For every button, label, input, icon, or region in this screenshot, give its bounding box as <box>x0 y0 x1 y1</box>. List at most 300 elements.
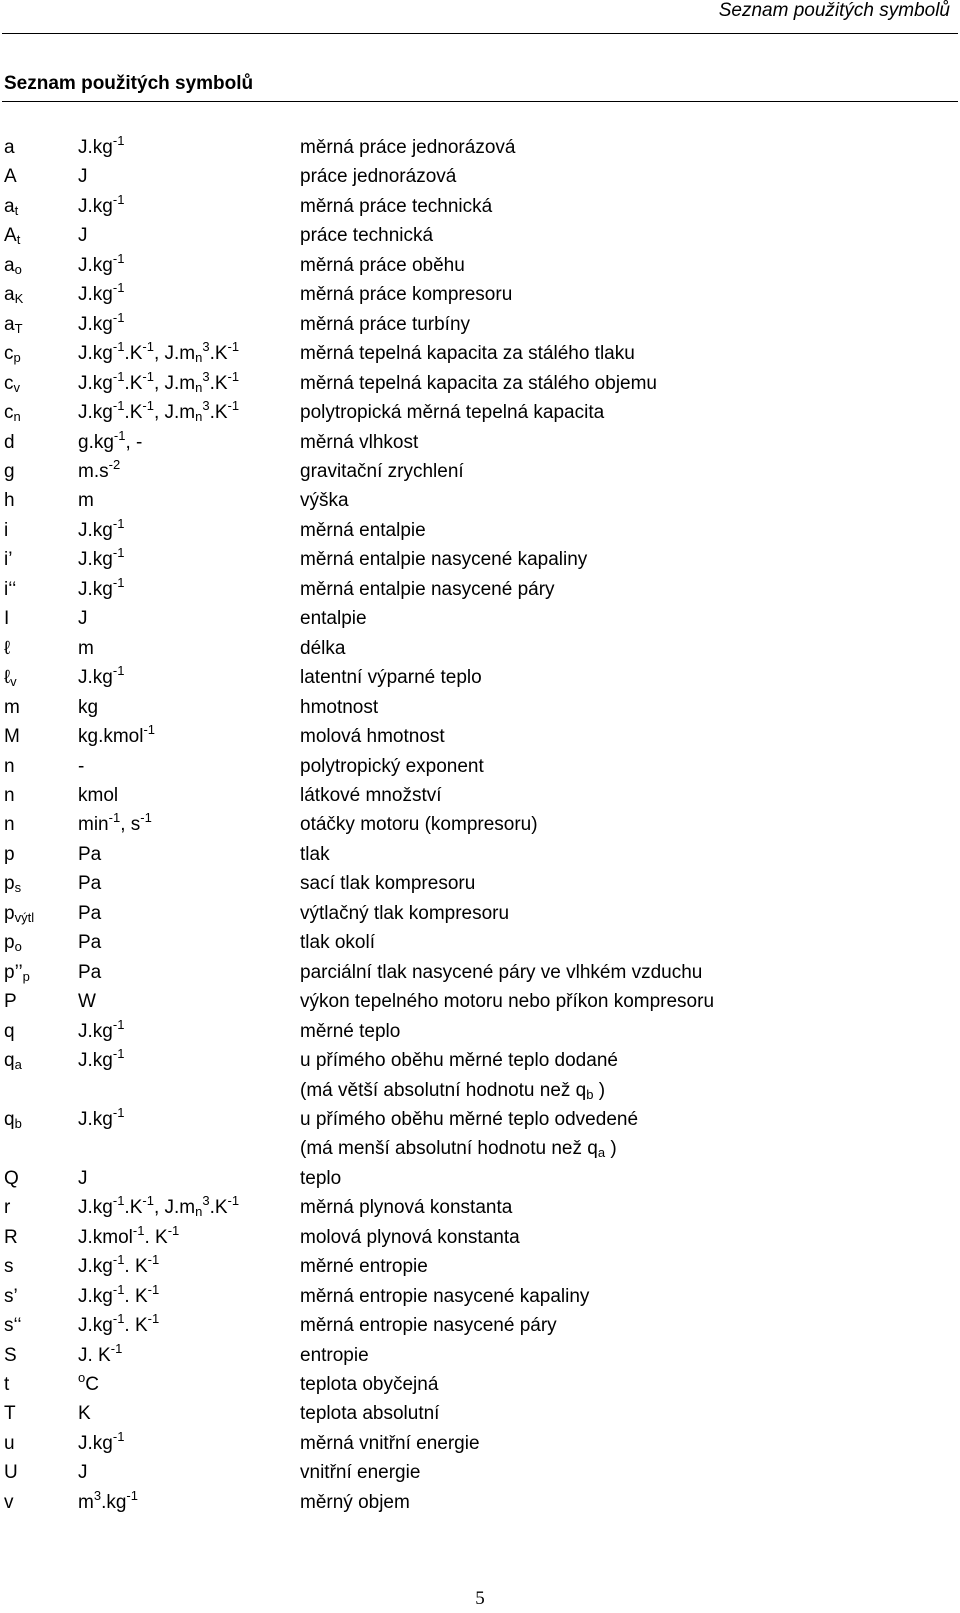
text-segment: J <box>78 166 88 188</box>
symbol-unit <box>78 987 96 1016</box>
symbol-row <box>4 162 954 191</box>
symbol-row <box>4 1105 954 1134</box>
symbol-row <box>4 280 954 309</box>
symbol-description <box>300 1017 954 1046</box>
subscript: n <box>195 350 203 366</box>
superscript: -1 <box>147 1281 160 1297</box>
subscript: n <box>195 409 203 425</box>
symbol-description <box>300 752 954 781</box>
text-segment: .K <box>124 1197 143 1219</box>
symbol-unit <box>78 1399 91 1428</box>
superscript: -1 <box>227 339 240 355</box>
superscript: -1 <box>112 545 125 561</box>
text-segment: teplo <box>300 1167 342 1189</box>
text-segment: u <box>4 1432 15 1454</box>
symbol-unit <box>78 1017 124 1046</box>
text-segment: J <box>78 1167 88 1189</box>
symbol <box>4 1193 10 1222</box>
symbol-row <box>4 1429 954 1458</box>
symbol-row <box>4 781 954 810</box>
text-segment: g.kg <box>78 431 114 453</box>
subscript: T <box>14 320 23 336</box>
symbol-description <box>300 339 954 368</box>
text-segment: h <box>4 490 15 512</box>
text-segment: J.kg <box>78 1285 113 1307</box>
text-segment: , - <box>125 431 143 453</box>
text-segment: měrná entalpie nasycené páry <box>300 578 555 600</box>
text-segment: p <box>4 843 15 865</box>
superscript: -1 <box>132 1222 145 1238</box>
symbol <box>4 1017 15 1046</box>
text-segment: J.kg <box>78 343 113 365</box>
text-segment: , J.m <box>153 372 196 394</box>
superscript: -1 <box>140 810 152 826</box>
text-segment: a <box>4 195 15 217</box>
symbol-unit <box>78 1458 88 1487</box>
text-segment: měrná práce turbíny <box>300 313 471 335</box>
symbol-description <box>300 486 954 515</box>
text-segment: J.kg <box>78 402 113 424</box>
superscript: -1 <box>143 722 156 738</box>
symbol-description <box>300 1370 954 1399</box>
symbol-unit <box>78 516 124 545</box>
running-header-title: Seznam použitých symbolů <box>718 0 950 21</box>
text-segment: J.kg <box>78 372 113 394</box>
symbol-description <box>300 663 954 692</box>
text-segment: K <box>78 1403 91 1425</box>
symbol <box>4 280 23 309</box>
symbol-unit <box>78 1223 179 1252</box>
text-segment: měrná vnitřní energie <box>300 1432 480 1454</box>
text-segment: . K <box>144 1226 168 1248</box>
superscript: -1 <box>112 280 125 296</box>
text-segment: výkon tepelného motoru nebo příkon kompresoru <box>300 991 715 1013</box>
symbol-unit <box>78 162 88 191</box>
symbol-unit <box>78 634 94 663</box>
superscript: -1 <box>108 810 121 826</box>
symbol-description <box>300 162 954 191</box>
symbol-description <box>300 516 954 545</box>
symbol-row <box>4 1311 954 1340</box>
text-segment: s’ <box>4 1285 18 1307</box>
symbol-row <box>4 810 954 839</box>
text-segment: . K <box>124 1315 148 1337</box>
symbol-row <box>4 987 954 1016</box>
symbol-row <box>4 192 954 221</box>
text-segment: v <box>4 1491 14 1513</box>
symbol <box>4 516 8 545</box>
symbol-description <box>300 1341 954 1370</box>
symbol <box>4 486 15 515</box>
superscript: -1 <box>112 1193 125 1209</box>
symbol-description <box>300 1223 954 1252</box>
symbol-row <box>4 1017 954 1046</box>
text-segment: polytropický exponent <box>300 755 484 777</box>
symbol-description <box>300 221 954 250</box>
symbol-row <box>4 663 954 692</box>
text-segment: sací tlak kompresoru <box>300 873 476 895</box>
header-divider <box>2 33 958 34</box>
superscript: -1 <box>112 663 125 679</box>
text-segment: , J.m <box>153 402 196 424</box>
subscript: K <box>14 291 24 307</box>
text-segment: měrná práce oběhu <box>300 254 465 276</box>
text-segment: práce technická <box>300 225 434 247</box>
symbol <box>4 457 15 486</box>
text-segment: p’’ <box>4 961 23 983</box>
symbol-row <box>4 339 954 368</box>
subscript: výtl <box>14 909 35 925</box>
symbol <box>4 339 21 368</box>
subscript: t <box>16 232 21 248</box>
symbol-row <box>4 1341 954 1370</box>
symbol-row <box>4 840 954 869</box>
text-segment: J.kg <box>78 1197 113 1219</box>
text-segment: měrná tepelná kapacita za stálého objemu <box>300 372 658 394</box>
text-segment: .K <box>209 1197 228 1219</box>
text-segment: . K <box>124 1285 148 1307</box>
text-segment: s‘‘ <box>4 1315 22 1337</box>
superscript: -1 <box>112 1252 125 1268</box>
text-segment: M <box>4 726 20 748</box>
symbol-description <box>300 722 954 751</box>
text-segment: n <box>4 784 15 806</box>
symbol <box>4 693 20 722</box>
symbol-unit <box>78 221 88 250</box>
symbol-unit <box>78 604 88 633</box>
subscript: n <box>13 409 21 425</box>
symbol-description <box>300 251 954 280</box>
text-segment: Pa <box>78 873 102 895</box>
text-segment: q <box>4 1050 15 1072</box>
symbol <box>4 133 15 162</box>
symbol-unit <box>78 958 101 987</box>
symbol-row <box>4 516 954 545</box>
text-segment: kmol <box>78 784 119 806</box>
superscript: -1 <box>112 1016 125 1032</box>
text-segment: J.kg <box>78 254 113 276</box>
text-segment: g <box>4 460 15 482</box>
superscript: -1 <box>227 398 240 414</box>
symbol-unit <box>78 1105 124 1134</box>
symbol-row <box>4 1223 954 1252</box>
symbol-row <box>4 1458 954 1487</box>
symbol-description <box>300 1105 954 1134</box>
symbol-description <box>300 428 954 457</box>
text-segment: , J.m <box>153 1197 196 1219</box>
text-segment: U <box>4 1462 18 1484</box>
text-segment: kg <box>78 696 99 718</box>
superscript: -1 <box>126 1487 138 1503</box>
page-number: 5 <box>475 1588 485 1609</box>
text-segment: J.kmol <box>78 1226 133 1248</box>
text-segment: molová hmotnost <box>300 726 445 748</box>
superscript: o <box>78 1370 86 1386</box>
superscript: -1 <box>112 398 125 414</box>
text-segment: i’ <box>4 549 13 571</box>
text-segment: otáčky motoru (kompresoru) <box>300 814 538 836</box>
text-segment: J.kg <box>78 1050 113 1072</box>
symbol-description <box>300 1193 954 1222</box>
text-segment: J.kg <box>78 578 113 600</box>
text-segment: . K <box>124 1256 148 1278</box>
text-segment: výška <box>300 490 349 512</box>
subscript: p <box>13 350 21 366</box>
symbol-row <box>4 310 954 339</box>
text-segment: výtlačný tlak kompresoru <box>300 902 510 924</box>
symbol-unit <box>78 1252 159 1281</box>
symbol <box>4 1311 22 1340</box>
symbol <box>4 604 9 633</box>
text-segment: a <box>4 254 15 276</box>
symbol <box>4 1046 22 1075</box>
text-segment: J <box>78 225 88 247</box>
symbol-row <box>4 1282 954 1311</box>
symbol <box>4 1458 18 1487</box>
text-segment: ) <box>593 1079 606 1101</box>
symbol <box>4 545 12 574</box>
symbol-unit <box>78 1282 159 1311</box>
symbol <box>4 634 10 663</box>
text-segment: teplota absolutní <box>300 1403 440 1425</box>
symbol-description <box>300 1164 954 1193</box>
symbol-unit <box>78 722 155 751</box>
text-segment: min <box>78 814 109 836</box>
symbol-description <box>300 1282 954 1311</box>
symbol <box>4 575 16 604</box>
text-segment: J <box>78 1462 88 1484</box>
symbol-row <box>4 545 954 574</box>
symbol-description <box>300 1252 954 1281</box>
symbol-list <box>4 133 954 1517</box>
symbol <box>4 987 17 1016</box>
superscript: -1 <box>142 398 154 414</box>
text-segment: Q <box>4 1167 19 1189</box>
text-segment: tlak okolí <box>300 932 375 954</box>
superscript: 3 <box>202 368 210 384</box>
text-segment: i‘‘ <box>4 578 17 600</box>
symbol-row <box>4 928 954 957</box>
symbol-description <box>300 1134 954 1163</box>
symbol-description <box>300 1458 954 1487</box>
symbol-description <box>300 987 954 1016</box>
text-segment: - <box>78 755 85 777</box>
symbol-unit <box>78 1046 124 1075</box>
symbol <box>4 1105 22 1134</box>
superscript: -1 <box>112 1281 125 1297</box>
subscript: a <box>597 1145 606 1161</box>
symbol-unit <box>78 781 118 810</box>
symbol-row <box>4 133 954 162</box>
symbol-row <box>4 575 954 604</box>
text-segment: t <box>4 1374 10 1396</box>
symbol <box>4 958 30 987</box>
symbol-description <box>300 869 954 898</box>
superscript: -2 <box>108 456 121 472</box>
symbol <box>4 162 17 191</box>
superscript: -1 <box>142 368 154 384</box>
symbol-unit <box>78 869 101 898</box>
symbol-row <box>4 1399 954 1428</box>
subscript: o <box>14 261 22 277</box>
text-segment: měrná entropie nasycené kapaliny <box>300 1285 590 1307</box>
text-segment: J.kg <box>78 1256 113 1278</box>
symbol-unit <box>78 1193 239 1222</box>
symbol <box>4 1370 9 1399</box>
symbol-row <box>4 1134 954 1163</box>
symbol-description <box>300 398 954 427</box>
symbol-unit <box>78 457 120 486</box>
text-segment: entropie <box>300 1344 369 1366</box>
text-segment: m <box>78 490 94 512</box>
superscript: -1 <box>227 368 240 384</box>
text-segment: teplota obyčejná <box>300 1374 439 1396</box>
text-segment: P <box>4 991 17 1013</box>
symbol-unit <box>78 1488 138 1517</box>
symbol <box>4 251 22 280</box>
symbol <box>4 899 34 928</box>
superscript: -1 <box>112 191 125 207</box>
symbol-description <box>300 280 954 309</box>
text-segment: měrná plynová konstanta <box>300 1197 513 1219</box>
symbol-unit <box>78 899 101 928</box>
symbol-description <box>300 634 954 663</box>
text-segment: .K <box>209 372 228 394</box>
symbol <box>4 840 15 869</box>
text-segment: měrné entropie <box>300 1256 428 1278</box>
text-segment: m <box>4 696 20 718</box>
symbol-unit <box>78 752 84 781</box>
text-segment: a <box>4 313 15 335</box>
text-segment: latentní výparné teplo <box>300 667 482 689</box>
symbol <box>4 781 15 810</box>
symbol-row <box>4 722 954 751</box>
symbol-unit <box>78 133 124 162</box>
text-segment: hmotnost <box>300 696 379 718</box>
symbol <box>4 752 15 781</box>
text-segment: Pa <box>78 961 102 983</box>
symbol-description <box>300 899 954 928</box>
text-segment: J.kg <box>78 667 113 689</box>
text-segment: c <box>4 402 14 424</box>
text-segment: r <box>4 1197 11 1219</box>
subscript: b <box>14 1115 22 1131</box>
symbol-description <box>300 369 954 398</box>
text-segment: c <box>4 343 14 365</box>
text-segment: měrná entropie nasycené páry <box>300 1315 557 1337</box>
text-segment: , s <box>120 814 141 836</box>
text-segment: kg.kmol <box>78 726 144 748</box>
text-segment: J.kg <box>78 519 113 541</box>
symbol-description <box>300 928 954 957</box>
text-segment: měrný objem <box>300 1491 410 1513</box>
text-segment: p <box>4 932 15 954</box>
symbol-description <box>300 192 954 221</box>
symbol <box>4 1164 19 1193</box>
text-segment: práce jednorázová <box>300 166 457 188</box>
symbol-unit <box>78 1429 124 1458</box>
superscript: 3 <box>202 339 210 355</box>
superscript: -1 <box>112 515 125 531</box>
text-segment: .K <box>124 372 143 394</box>
symbol-unit <box>78 339 239 368</box>
superscript: -1 <box>112 309 125 325</box>
symbol <box>4 869 21 898</box>
text-segment: měrná práce technická <box>300 195 493 217</box>
symbol <box>4 1223 18 1252</box>
superscript: -1 <box>142 339 154 355</box>
text-segment: .K <box>124 402 143 424</box>
superscript: -1 <box>112 1104 125 1120</box>
text-segment: polytropická měrná tepelná kapacita <box>300 402 605 424</box>
symbol-unit <box>78 840 101 869</box>
text-segment: J.kg <box>78 284 113 306</box>
symbol <box>4 428 15 457</box>
symbol-description <box>300 840 954 869</box>
text-segment: měrná vlhkost <box>300 431 419 453</box>
superscript: -1 <box>113 427 126 443</box>
text-segment: J <box>78 608 88 630</box>
superscript: -1 <box>167 1222 180 1238</box>
symbol-row <box>4 428 954 457</box>
symbol-unit <box>78 280 124 309</box>
text-segment: gravitační zrychlení <box>300 460 464 482</box>
symbol-description <box>300 310 954 339</box>
symbol <box>4 722 20 751</box>
symbol-row <box>4 693 954 722</box>
symbol-row <box>4 398 954 427</box>
symbol <box>4 310 23 339</box>
text-segment: S <box>4 1344 17 1366</box>
symbol <box>4 221 20 250</box>
symbol-unit <box>78 310 124 339</box>
text-segment: J. K <box>78 1344 111 1366</box>
superscript: -1 <box>112 368 125 384</box>
symbol-row <box>4 752 954 781</box>
subscript: s <box>14 880 22 896</box>
superscript: -1 <box>142 1193 154 1209</box>
text-segment: měrná entalpie <box>300 519 426 541</box>
symbol-description <box>300 1429 954 1458</box>
superscript: -1 <box>112 250 125 266</box>
symbol-row <box>4 1488 954 1517</box>
symbol-description <box>300 133 954 162</box>
text-segment: m <box>78 637 94 659</box>
text-segment: měrná práce jednorázová <box>300 137 516 158</box>
superscript: -1 <box>112 1428 125 1444</box>
symbol-row <box>4 869 954 898</box>
symbol-description <box>300 457 954 486</box>
symbol-description <box>300 810 954 839</box>
subscript: v <box>10 674 17 690</box>
symbol <box>4 1429 15 1458</box>
text-segment: .K <box>209 343 228 365</box>
text-segment: J.kg <box>78 1108 113 1130</box>
subscript: v <box>13 379 20 395</box>
text-segment: s <box>4 1256 14 1278</box>
text-segment: q <box>4 1108 15 1130</box>
text-segment: A <box>4 225 17 247</box>
symbol-description <box>300 693 954 722</box>
symbol-unit <box>78 1341 122 1370</box>
symbol <box>4 192 18 221</box>
subscript: o <box>14 939 22 955</box>
text-segment: ) <box>605 1138 617 1160</box>
symbol-row <box>4 1370 954 1399</box>
symbol-description <box>300 575 954 604</box>
text-segment: tlak <box>300 843 330 865</box>
text-segment: délka <box>300 637 346 659</box>
